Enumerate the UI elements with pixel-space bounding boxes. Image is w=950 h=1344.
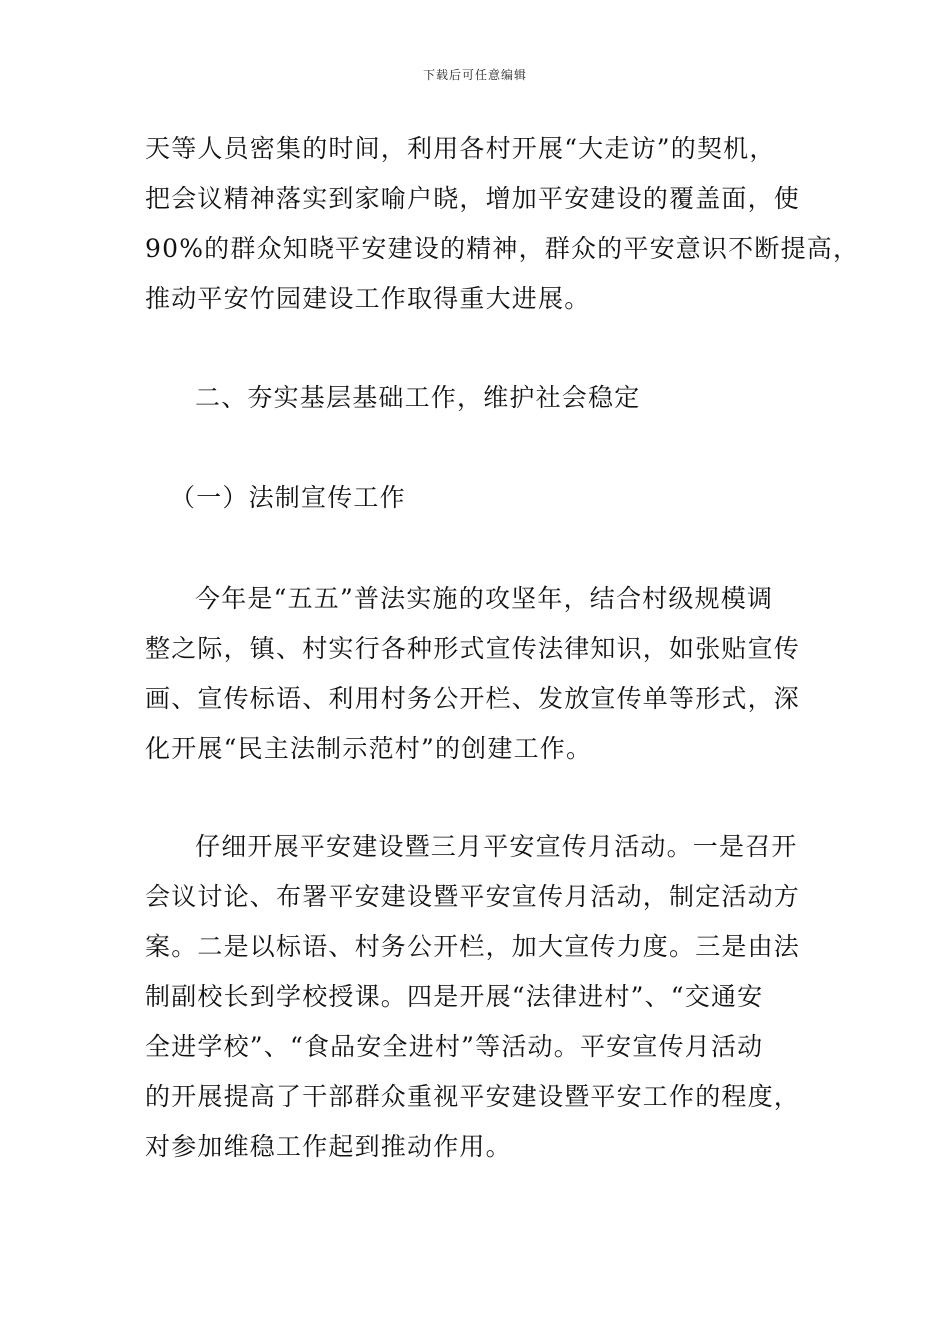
paragraph-line: 案。二是以标语、村务公开栏，加大宣传力度。三是由法 [145,932,801,961]
section-heading: 二、夯实基层基础工作，维护社会稳定 [195,383,641,412]
paragraph-line: 推动平安竹园建设工作取得重大进展。 [145,284,591,313]
paragraph-line: 天等人员密集的时间，利用各村开展“大走访”的契机， [145,134,776,163]
paragraph-1 [145,124,860,324]
paragraph-2 [145,574,835,774]
paragraph-line: 的开展提高了干部群众重视平安建设暨平安工作的程度， [145,1082,801,1111]
paragraph-line: 今年是“五五”普法实施的攻坚年，结合村级规模调 [195,584,774,613]
paragraph-line: 90%的群众知晓平安建设的精神，群众的平安意识不断提高， [145,234,860,263]
paragraph-line: 化开展“民主法制示范村”的创建工作。 [145,734,593,763]
paragraph-line: 会议讨论、布署平安建设暨平安宣传月活动，制定活动方 [145,882,801,911]
paragraph-line: 全进学校”、“食品安全进村”等活动。平安宣传月活动 [145,1032,764,1061]
page-header-note: 下载后可任意编辑 [422,68,527,82]
paragraph-line: 整之际，镇、村实行各种形式宣传法律知识，如张贴宣传 [145,634,801,663]
paragraph-line: 把会议精神落实到家喻户晓，增加平安建设的覆盖面，使 [145,184,801,213]
paragraph-line: 画、宣传标语、利用村务公开栏、发放宣传单等形式，深 [145,684,801,713]
paragraph-3 [145,822,835,1172]
subsection-heading: （一）法制宣传工作 [170,483,406,512]
paragraph-line: 对参加维稳工作起到推动作用。 [145,1132,512,1161]
paragraph-line: 仔细开展平安建设暨三月平安宣传月活动。一是召开 [195,832,798,861]
paragraph-line: 制副校长到学校授课。四是开展“法律进村”、“交通安 [145,982,764,1011]
